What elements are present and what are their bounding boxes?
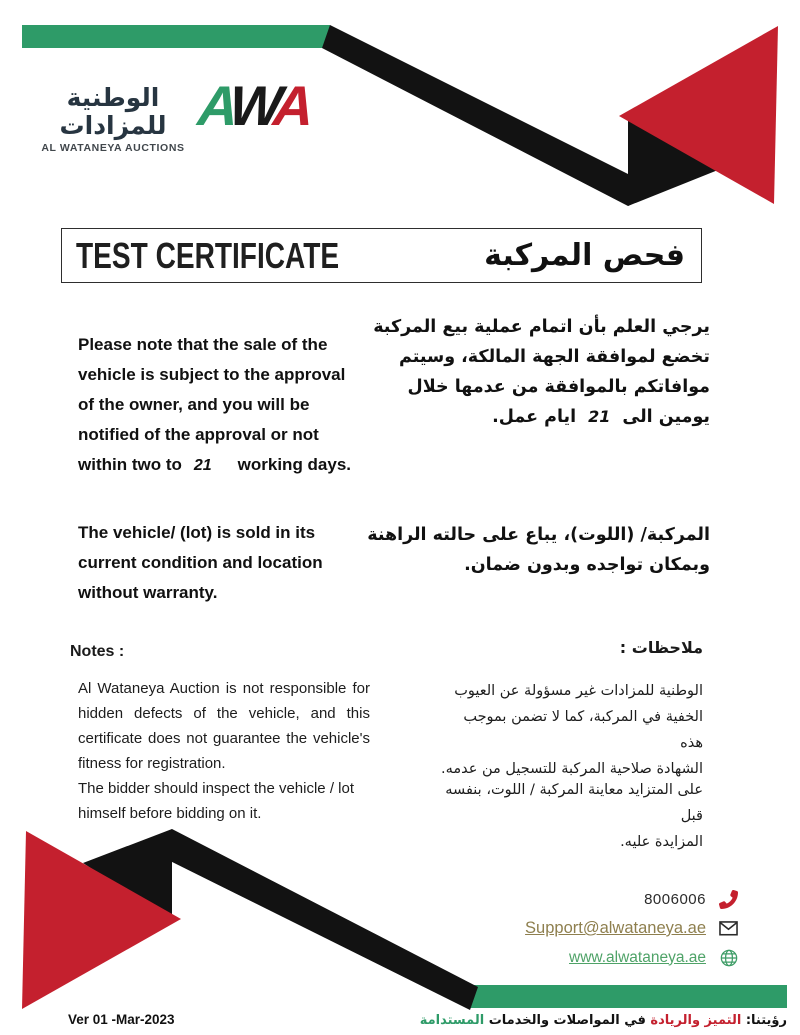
vision-green-text: المستدامة (419, 1013, 485, 1028)
paragraph-line: وبمكان تواجده وبدون ضمان. (464, 555, 710, 575)
note-line: الشهادة صلاحية المركبة للتسجيل من عدمه. (440, 761, 703, 777)
title-box (61, 228, 702, 283)
note-line: fitness for registration. (78, 755, 226, 772)
note-line: المزايدة عليه. (620, 834, 703, 850)
vision-prefix: رؤيتنا: (741, 1013, 787, 1028)
paragraph-line: The vehicle/ (lot) is sold in its (78, 523, 316, 542)
company-logo (38, 74, 313, 154)
awa-letter-w: W (227, 74, 281, 137)
line-segment: يومين الى (622, 407, 710, 427)
line-segment: ايام عمل. (492, 407, 577, 427)
note-line: himself before bidding on it. (78, 805, 262, 822)
paragraph-line: notified of the approval or not (78, 425, 319, 444)
contact-website-row (569, 946, 738, 969)
contact-phone-row (644, 888, 738, 911)
version-label: Ver 01 -Mar-2023 (68, 1012, 175, 1027)
note1-en (78, 676, 370, 776)
vision-middle: في المواصلات والخدمات (484, 1013, 651, 1028)
notes-heading-ar: ملاحظات : (619, 638, 703, 657)
contact-email-row (525, 917, 738, 940)
awa-letter-a1: A (195, 74, 237, 137)
email-link[interactable]: Support@alwataneya.ae (525, 919, 706, 937)
line-segment: working days. (237, 455, 352, 474)
note-line: Al Wataneya Auction is not responsible for (78, 680, 370, 697)
contact-block (525, 888, 738, 969)
note2-en (78, 776, 370, 826)
paragraph-line: vehicle is subject to the approval (78, 365, 346, 384)
note-line: The bidder should inspect the vehicle / lot (78, 780, 354, 797)
paragraph-line (78, 450, 351, 481)
envelope-icon (719, 919, 738, 938)
title-arabic: فحص المركبة (484, 238, 685, 273)
paragraph-line (373, 402, 710, 432)
globe-icon (719, 948, 738, 967)
awa-letter-a2: A (271, 74, 313, 137)
note-line: على المتزايد معاينة المركبة / اللوت، بنفسه قبل (445, 782, 703, 824)
note-line: الخفية في المركبة، كما لا تضمن بموجب هذه (463, 709, 703, 751)
note-line: certificate does not guarantee the vehicle's (78, 730, 370, 747)
phone-number: 8006006 (644, 891, 706, 908)
website-link[interactable]: www.alwataneya.ae (569, 948, 706, 966)
phone-icon (719, 890, 738, 909)
working-days-value: 21 (193, 457, 212, 474)
awa-logo (195, 74, 313, 137)
paragraph-line: موافاتكم بالموافقة من عدمها خلال (407, 377, 710, 397)
notes-heading-en: Notes : (70, 643, 125, 660)
vision-red-text: التميز والريادة (650, 1013, 742, 1028)
note2-ar (438, 777, 703, 855)
intro-paragraph-ar (373, 312, 710, 432)
logo-arabic-name: الوطنية للمزادات (59, 83, 167, 140)
paragraph-line: تخضع لموافقة الجهة المالكة، وسيتم (398, 347, 710, 367)
paragraph-line: without warranty. (78, 583, 218, 602)
note-line: hidden defects of the vehicle, and this (78, 705, 370, 722)
paragraph-line: يرجي العلم بأن اتمام عملية بيع المركبة (373, 317, 710, 337)
paragraph-line: المركبة/ (اللوت)، يباع على حالته الراهنة (367, 525, 710, 545)
vision-statement (420, 1013, 787, 1028)
title-english: TEST CERTIFICATE (76, 234, 340, 276)
note1-ar (438, 678, 703, 782)
logo-english-name: AL WATANEYA AUCTIONS (41, 142, 185, 154)
line-segment: within two to (78, 455, 182, 474)
note-line: الوطنية للمزادات غير مسؤولة عن العيوب (454, 683, 703, 699)
intro-paragraph-en (78, 330, 351, 481)
paragraph-line: of the owner, and you will be (78, 395, 310, 414)
working-days-value-ar: 21 (588, 407, 611, 426)
condition-paragraph-en (78, 518, 323, 608)
paragraph-line: current condition and location (78, 553, 323, 572)
paragraph-line: Please note that the sale of the (78, 335, 328, 354)
condition-paragraph-ar (367, 520, 710, 580)
